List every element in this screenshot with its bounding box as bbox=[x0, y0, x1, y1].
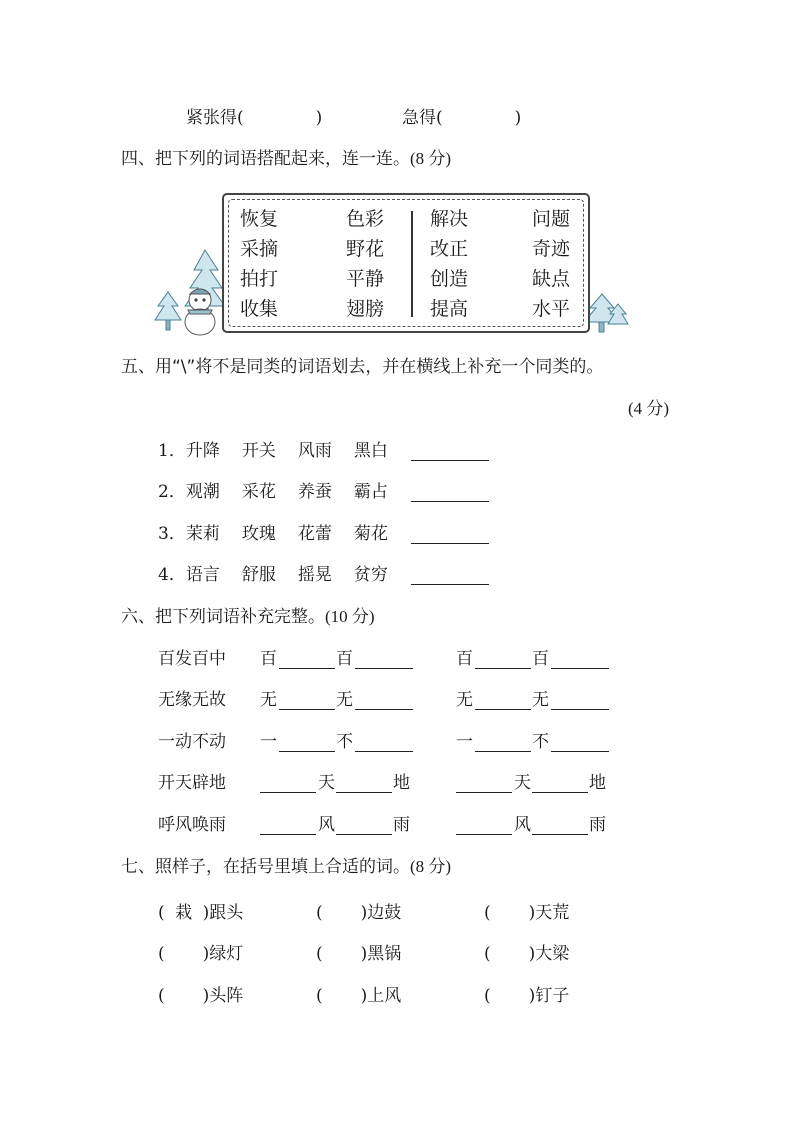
classify-word[interactable]: 养蚕 bbox=[297, 482, 332, 502]
idiom-example: 开天辟地 bbox=[158, 773, 226, 793]
idiom-char: 百 bbox=[532, 649, 549, 669]
idiom-char: 百 bbox=[260, 649, 277, 669]
fill-paren-item[interactable] bbox=[484, 898, 569, 923]
idiom-blank[interactable] bbox=[260, 791, 316, 793]
paren-close: ) bbox=[202, 986, 210, 1006]
idiom-char: 地 bbox=[393, 773, 410, 793]
fill-paren-item[interactable] bbox=[158, 981, 243, 1006]
idiom-char: 百 bbox=[336, 649, 353, 669]
idiom-blank[interactable] bbox=[336, 791, 392, 793]
section5-score: (4 分) bbox=[628, 399, 670, 418]
classify-word[interactable]: 霸占 bbox=[353, 482, 388, 502]
match-word[interactable]: 平静 bbox=[346, 268, 385, 290]
classify-row bbox=[158, 440, 410, 462]
idiom-char: 一 bbox=[260, 732, 277, 752]
paren-close: ) bbox=[528, 986, 536, 1006]
classify-word[interactable]: 升降 bbox=[185, 441, 220, 461]
idiom-blank[interactable] bbox=[475, 667, 531, 669]
idiom-blank[interactable] bbox=[355, 667, 413, 669]
paren-open: ( bbox=[484, 903, 491, 923]
phrase-word: 大梁 bbox=[535, 944, 570, 964]
match-word[interactable]: 色彩 bbox=[346, 208, 385, 230]
classify-word[interactable]: 黑白 bbox=[353, 441, 388, 461]
classify-word[interactable]: 语言 bbox=[185, 565, 220, 585]
match-word[interactable]: 解决 bbox=[430, 208, 469, 230]
fill-item-nervous: 紧张得( ) bbox=[186, 108, 323, 128]
idiom-char: 天 bbox=[318, 773, 335, 793]
idiom-char: 天 bbox=[514, 773, 531, 793]
match-word[interactable]: 水平 bbox=[532, 298, 571, 320]
idiom-example: 呼风唤雨 bbox=[158, 815, 226, 835]
match-word[interactable]: 奇迹 bbox=[532, 238, 571, 260]
section7-heading: 七、照样子，在括号里填上合适的词。(8 分) bbox=[121, 857, 452, 877]
idiom-char: 地 bbox=[589, 773, 606, 793]
idiom-blank[interactable] bbox=[355, 708, 413, 710]
fill-paren-item[interactable] bbox=[484, 981, 569, 1006]
paren-close: ) bbox=[360, 903, 368, 923]
idiom-blank[interactable] bbox=[355, 750, 413, 752]
paren-open: ( bbox=[316, 903, 323, 923]
idiom-char: 不 bbox=[532, 732, 549, 752]
question-number: 4． bbox=[158, 565, 186, 585]
idiom-blank[interactable] bbox=[532, 833, 588, 835]
idiom-blank[interactable] bbox=[551, 750, 609, 752]
classify-word[interactable]: 采花 bbox=[241, 482, 276, 502]
fill-paren-item[interactable] bbox=[158, 939, 243, 964]
classify-word[interactable]: 菊花 bbox=[353, 524, 388, 544]
idiom-char: 风 bbox=[514, 815, 531, 835]
paren-open: ( bbox=[484, 944, 491, 964]
phrase-word: 绿灯 bbox=[209, 944, 244, 964]
match-word[interactable]: 采摘 bbox=[240, 238, 279, 260]
phrase-word: 黑锅 bbox=[367, 944, 402, 964]
idiom-blank[interactable] bbox=[279, 750, 335, 752]
match-word[interactable]: 改正 bbox=[430, 238, 469, 260]
match-word[interactable]: 恢复 bbox=[240, 208, 279, 230]
answer-blank[interactable] bbox=[411, 542, 489, 544]
paren-close: ) bbox=[202, 944, 210, 964]
classify-row bbox=[158, 523, 410, 545]
paren-blank[interactable]: 栽 bbox=[175, 903, 193, 923]
idiom-blank[interactable] bbox=[260, 833, 316, 835]
idiom-example: 百发百中 bbox=[158, 649, 226, 669]
question-number: 3． bbox=[158, 524, 186, 544]
paren-close: ) bbox=[528, 944, 536, 964]
phrase-word: 边鼓 bbox=[367, 903, 402, 923]
idiom-blank[interactable] bbox=[551, 667, 609, 669]
match-word[interactable]: 翅膀 bbox=[346, 298, 385, 320]
paren-open: ( bbox=[484, 986, 491, 1006]
question-number: 1． bbox=[158, 441, 186, 461]
fill-paren-item[interactable] bbox=[316, 939, 401, 964]
classify-word[interactable]: 花蕾 bbox=[297, 524, 332, 544]
phrase-word: 跟头 bbox=[209, 903, 244, 923]
question-number: 2． bbox=[158, 482, 186, 502]
matching-box-dashed-border bbox=[228, 199, 584, 327]
paren-close: ) bbox=[360, 944, 368, 964]
match-word[interactable]: 野花 bbox=[346, 238, 385, 260]
idiom-example: 一动不动 bbox=[158, 732, 226, 752]
fill-paren-item[interactable] bbox=[316, 898, 401, 923]
idiom-char: 无 bbox=[532, 690, 549, 710]
classify-word[interactable]: 茉莉 bbox=[185, 524, 220, 544]
idiom-char: 雨 bbox=[393, 815, 410, 835]
snowman-trees-illustration bbox=[150, 240, 230, 340]
idiom-blank[interactable] bbox=[279, 667, 335, 669]
idiom-char: 不 bbox=[336, 732, 353, 752]
classify-word[interactable]: 开关 bbox=[241, 441, 276, 461]
paren-open: ( bbox=[316, 944, 323, 964]
answer-blank[interactable] bbox=[411, 459, 489, 461]
idiom-char: 无 bbox=[336, 690, 353, 710]
idiom-char: 风 bbox=[318, 815, 335, 835]
snowman-icon bbox=[185, 289, 215, 335]
classify-row bbox=[158, 481, 410, 503]
match-word[interactable]: 创造 bbox=[430, 268, 469, 290]
classify-word[interactable]: 贫穷 bbox=[353, 565, 388, 585]
paren-open: ( bbox=[316, 986, 323, 1006]
match-word[interactable]: 拍打 bbox=[240, 268, 279, 290]
idiom-char: 一 bbox=[456, 732, 473, 752]
section6-heading: 六、把下列词语补充完整。(10 分) bbox=[121, 607, 375, 627]
fill-paren-item[interactable] bbox=[158, 898, 243, 923]
idiom-blank[interactable] bbox=[475, 750, 531, 752]
paren-open: ( bbox=[158, 903, 165, 923]
answer-blank[interactable] bbox=[411, 583, 489, 585]
classify-row bbox=[158, 564, 410, 586]
section4-heading: 四、把下列的词语搭配起来，连一连。(8 分) bbox=[121, 149, 452, 169]
fill-paren-item[interactable] bbox=[316, 981, 401, 1006]
match-word[interactable]: 提高 bbox=[430, 298, 469, 320]
idiom-char: 百 bbox=[456, 649, 473, 669]
match-word[interactable]: 收集 bbox=[240, 298, 279, 320]
idiom-char: 无 bbox=[456, 690, 473, 710]
idiom-example: 无缘无故 bbox=[158, 690, 226, 710]
phrase-word: 天荒 bbox=[535, 903, 570, 923]
idiom-char: 雨 bbox=[589, 815, 606, 835]
match-word[interactable]: 缺点 bbox=[532, 268, 571, 290]
match-word[interactable]: 问题 bbox=[532, 208, 571, 230]
paren-open: ( bbox=[158, 986, 165, 1006]
phrase-word: 头阵 bbox=[209, 986, 244, 1006]
idiom-blank[interactable] bbox=[279, 708, 335, 710]
phrase-word: 上风 bbox=[367, 986, 402, 1006]
idiom-char: 无 bbox=[260, 690, 277, 710]
classify-word[interactable]: 观潮 bbox=[185, 482, 220, 502]
idiom-blank[interactable] bbox=[456, 791, 512, 793]
idiom-blank[interactable] bbox=[336, 833, 392, 835]
fill-item-anxious: 急得( ) bbox=[402, 108, 522, 128]
paren-close: ) bbox=[360, 986, 368, 1006]
classify-word[interactable]: 玫瑰 bbox=[241, 524, 276, 544]
classify-word[interactable]: 舒服 bbox=[241, 565, 276, 585]
idiom-blank[interactable] bbox=[475, 708, 531, 710]
paren-close: ) bbox=[202, 903, 210, 923]
paren-open: ( bbox=[158, 944, 165, 964]
paren-close: ) bbox=[528, 903, 536, 923]
fill-paren-item[interactable] bbox=[484, 939, 569, 964]
idiom-blank[interactable] bbox=[551, 708, 609, 710]
idiom-blank[interactable] bbox=[456, 833, 512, 835]
answer-blank[interactable] bbox=[411, 500, 489, 502]
matching-box bbox=[222, 193, 590, 333]
classify-word[interactable]: 风雨 bbox=[297, 441, 332, 461]
matching-divider bbox=[411, 211, 413, 317]
classify-word[interactable]: 摇晃 bbox=[297, 565, 332, 585]
section5-heading: 五、用“\”将不是同类的词语划去，并在横线上补充一个同类的。 bbox=[121, 357, 604, 377]
idiom-blank[interactable] bbox=[532, 791, 588, 793]
phrase-word: 钉子 bbox=[535, 986, 570, 1006]
